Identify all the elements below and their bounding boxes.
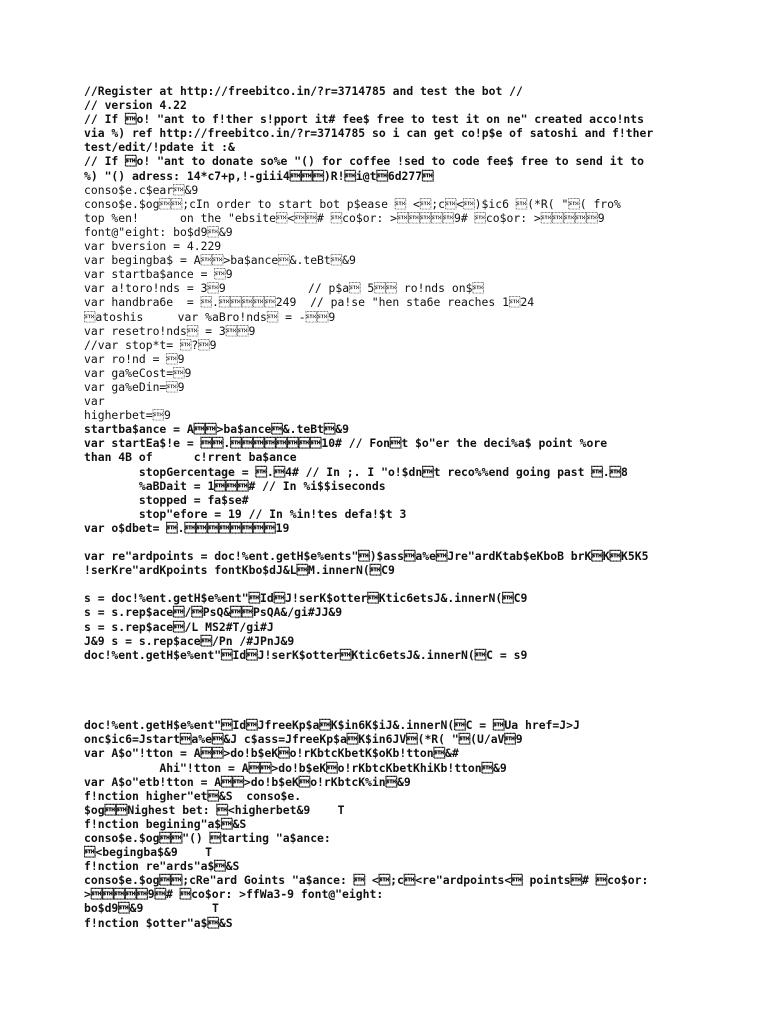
code-line: bo$d9&9 T <box>84 901 219 916</box>
code-line: test/edit/!pdate it :& <box>84 140 235 155</box>
code-line: var a!toro!nds = 39 // p$a 5 ro!nds on$ <box>84 281 484 296</box>
code-line: var bversion = 4.229 <box>84 239 222 254</box>
code-line: f!nction $otter"a$&S <box>84 915 233 930</box>
code-line: var startba$ance = 9 <box>84 267 233 282</box>
code-line: f!nction higher"et&S conso$e. <box>84 788 302 803</box>
code-line: conso$e.c$ear&9 <box>84 182 199 197</box>
code-line: var resetro!nds = 39 <box>84 323 256 338</box>
code-line: var begingba$ = A>ba$ance&.teBt&9 <box>84 253 356 268</box>
code-line: var handbra6e = .249 // pa!se "hen sta6e reaches 124 <box>84 295 535 310</box>
code-line: var startEa$!e = .10# // Font $o"er the deci%a$ point %ore <box>84 436 608 451</box>
code-line: //var stop*t= ?9 <box>84 337 217 352</box>
code-line: <begingba$&9 T <box>84 845 212 860</box>
code-line: %aBDait = 1# // In %i$$iseconds <box>84 478 386 493</box>
code-line <box>84 704 752 718</box>
code-listing <box>84 84 752 930</box>
code-line <box>84 690 752 704</box>
code-line: !serKre"ardKpoints fontKbo$dJ&LM.innerN(C9 <box>84 563 395 578</box>
code-line: s = doc!%ent.getH$e%ent"IdJ!serK$otterKtic6etsJ&.innerN(C9 <box>84 591 528 606</box>
code-line: higherbet=9 <box>84 408 171 423</box>
code-line: f!nction re"ards"a$&S <box>84 859 240 874</box>
code-line: f!nction begining"a$&S <box>84 816 247 831</box>
code-line: // If o! "ant to f!ther s!pport it# fee$ free to test it on ne" created acco!nts <box>84 112 645 127</box>
code-line: conso$e.$og;cRe"ard Goints "a$ance:  <;c<re"ardpoints< points# co$or: <box>84 873 649 888</box>
code-line: var ga%eCost=9 <box>84 365 192 380</box>
code-line: startba$ance = A>ba$ance&.teBt&9 <box>84 422 350 437</box>
code-line: doc!%ent.getH$e%ent"IdJ!serK$otterKtic6etsJ&.innerN(C = s9 <box>84 647 528 662</box>
code-line: var o$dbet= .19 <box>84 520 290 535</box>
code-line <box>84 535 752 549</box>
code-line: doc!%ent.getH$e%ent"IdJfreeKp$aK$in6K$iJ&.innerN(C = Ua href=J>J <box>84 718 580 733</box>
code-line: atoshis var %aBro!nds = -9 <box>84 309 336 324</box>
code-line: var A$o"etb!tton = A>do!b$eKo!rKbtcK%in&9 <box>84 774 411 789</box>
code-line: // version 4.22 <box>84 98 187 113</box>
code-line: stopGercentage = .4# // In ;. I "o!$dnt reco%%end going past .8 <box>84 464 628 479</box>
code-line: font@"eight: bo$d9&9 <box>84 224 233 239</box>
code-line: var ga%eDin=9 <box>84 379 185 394</box>
code-line: var A$o"!tton = A>do!b$eKo!rKbtcKbetK$oKb!tton&# <box>84 746 459 761</box>
code-line: // If o! "ant to donate so%e "() for coffee !sed to code fee$ free to send it to <box>84 154 645 169</box>
code-line: top %en! on the "ebsite<# co$or: >9# co$or: >9 <box>84 210 605 225</box>
code-line: J&9 s = s.rep$ace/Pn /#JPnJ&9 <box>84 633 295 648</box>
code-line: var re"ardpoints = doc!%ent.getH$e%ents")$assa%eJre"ardKtab$eKboB brKKK5K5 <box>84 549 649 564</box>
code-line: Ahi"!tton = A>do!b$eKo!rKbtcKbetKhiKb!tton&9 <box>84 760 507 775</box>
code-line: var <box>84 394 105 409</box>
code-line: via %) ref http://freebitco.in/?r=3714785 so i can get co!p$e of satoshi and f!ther <box>84 126 654 141</box>
code-line: conso$e.$og;cIn order to start bot p$ease  <;c<)$ic6 (*R( "( fro% <box>84 196 621 211</box>
code-line: conso$e.$og"() tarting "a$ance: <box>84 830 331 845</box>
code-line: stop"efore = 19 // In %in!tes defa!$t 3 <box>84 506 407 521</box>
code-line: var ro!nd = 9 <box>84 351 185 366</box>
code-line <box>84 662 752 676</box>
code-line: than 4B of c!rrent ba$ance <box>84 450 297 465</box>
code-line: s = s.rep$ace/PsQ&PsQA&/gi#JJ&9 <box>84 605 343 620</box>
code-line: stopped = fa$se# <box>84 492 249 507</box>
code-line: %) "() adress: 14*c7+p,!-giii4)R!i@t6d277 <box>84 168 434 183</box>
code-line <box>84 676 752 690</box>
code-line <box>84 577 752 591</box>
code-line: //Register at http://freebitco.in/?r=3714785 and test the bot // <box>84 84 523 98</box>
code-line: s = s.rep$ace/L MS2#T/gi#J <box>84 619 274 634</box>
code-line: onc$ic6=Jstarta%e&J c$ass=JfreeKp$aK$in6JV(*R( "(U/aV9 <box>84 732 523 747</box>
code-line: >9# co$or: >ffWa3-9 font@"eight: <box>84 887 384 902</box>
code-line: $ogNighest bet: <higherbet&9 T <box>84 802 345 817</box>
